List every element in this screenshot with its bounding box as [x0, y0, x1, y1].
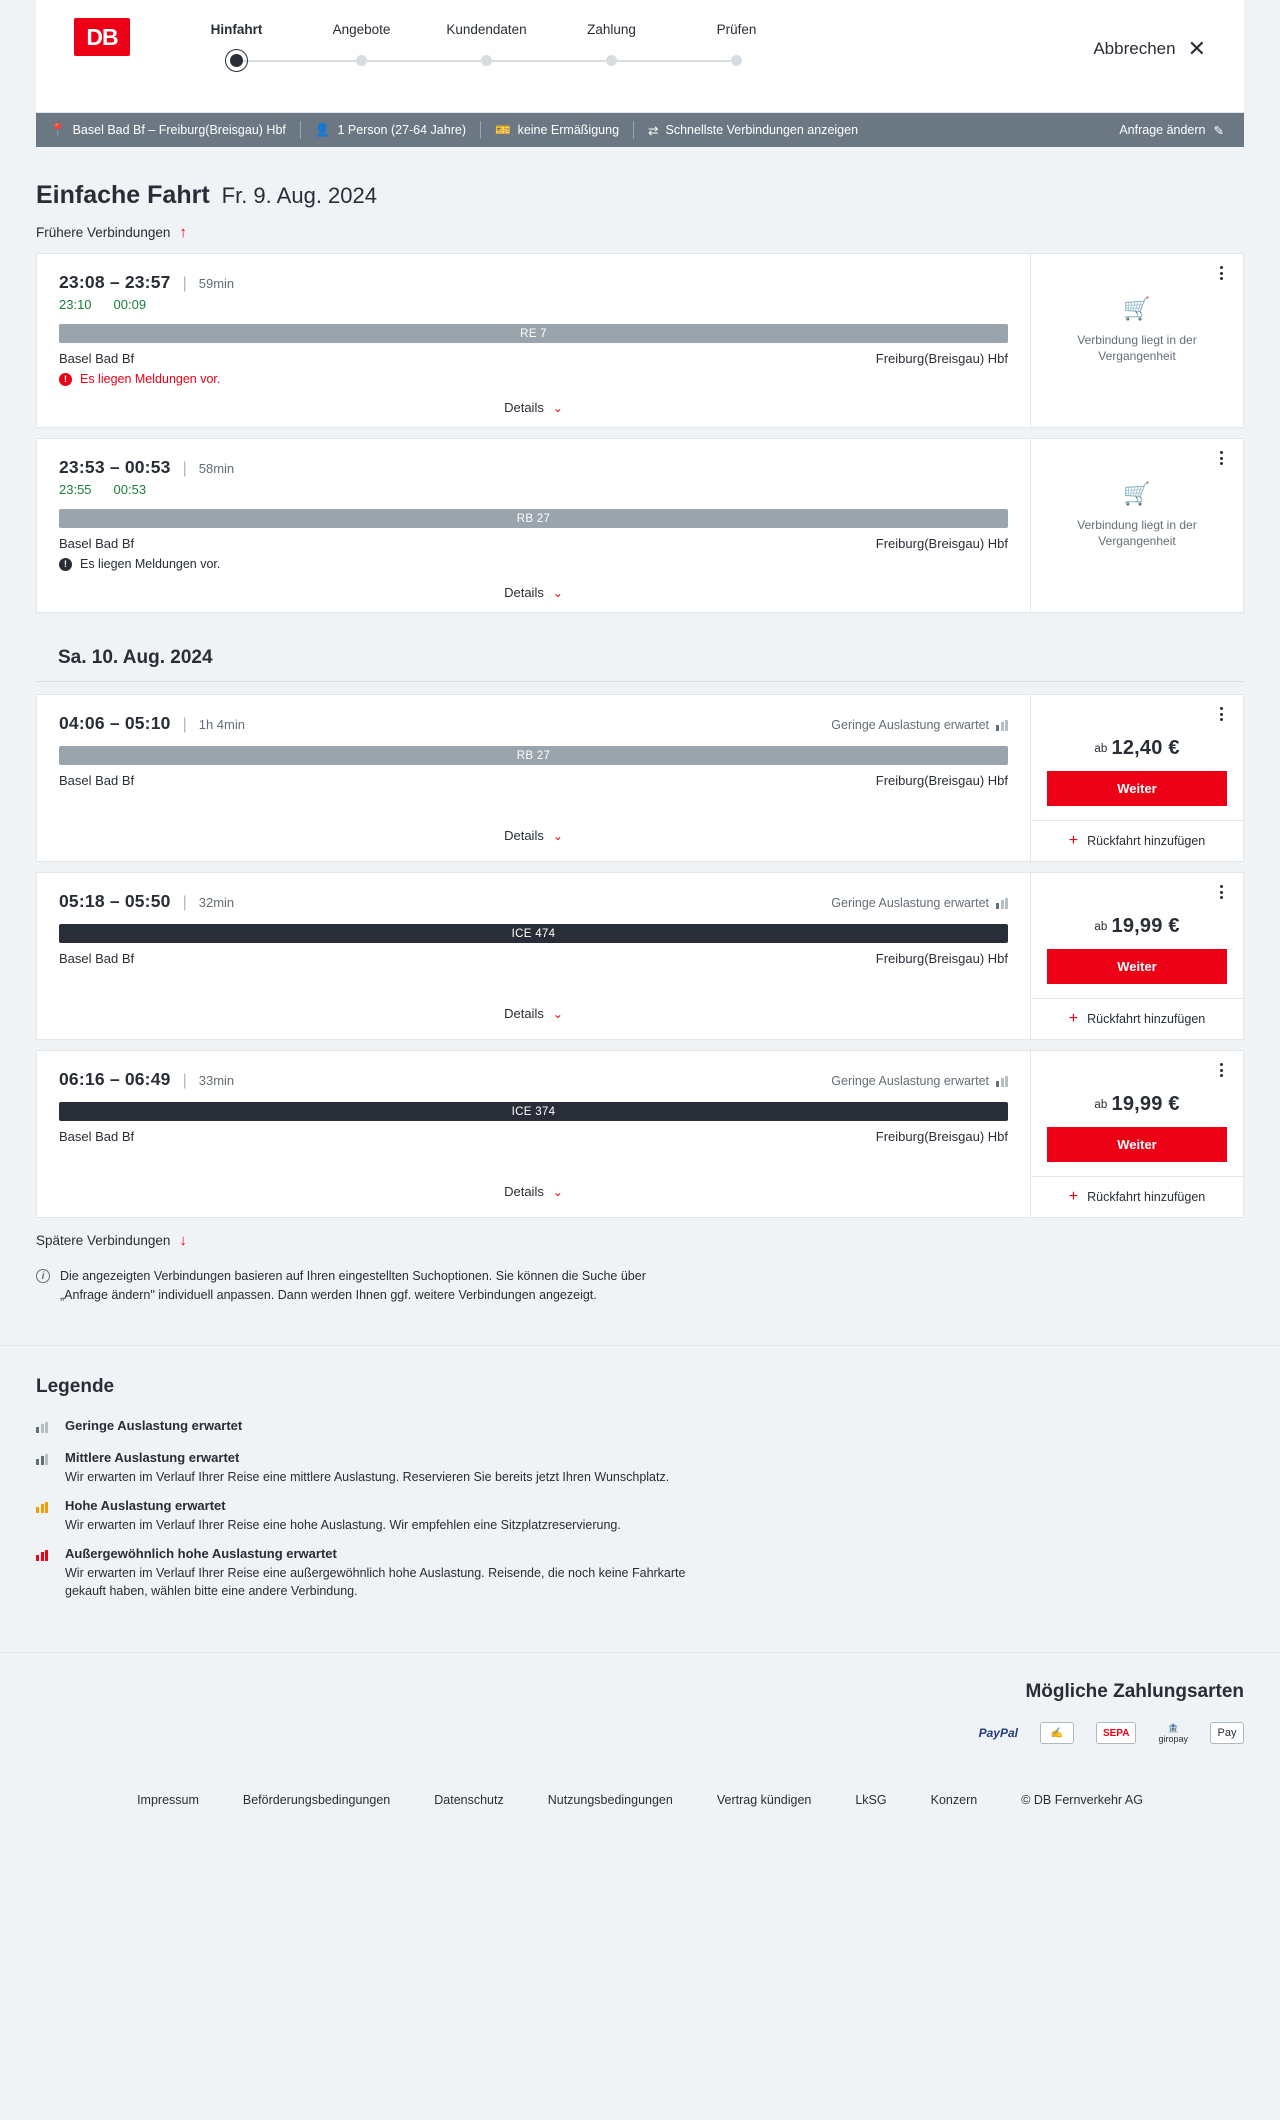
step-dot-icon	[356, 55, 367, 66]
connection-times: 05:18 – 05:50	[59, 891, 171, 911]
connection-card[interactable]	[36, 872, 1244, 1040]
step-hinfahrt[interactable]	[174, 22, 299, 75]
connection-card[interactable]	[36, 438, 1244, 613]
checkout-stepper	[174, 22, 799, 75]
connection-details	[37, 695, 1030, 861]
legend-item-title: Mittlere Auslastung erwartet	[65, 1449, 240, 1465]
price	[1047, 1093, 1227, 1116]
more-options-button[interactable]	[1212, 883, 1230, 901]
train-bar	[59, 1102, 1008, 1121]
footer-link-vertrag-kuendigen[interactable]: Vertrag kündigen	[716, 1793, 812, 1807]
occupancy-bars-icon	[36, 1450, 53, 1486]
connection-offer	[1030, 873, 1243, 1039]
summary-sorting[interactable]	[634, 121, 872, 139]
info-icon: i	[36, 1269, 50, 1283]
legend-item	[36, 1546, 1244, 1600]
connection-card[interactable]	[36, 1050, 1244, 1218]
train-name: RE 7	[520, 327, 547, 340]
connection-message[interactable]	[59, 372, 1008, 386]
occupancy-bars-icon	[36, 1498, 53, 1534]
step-dot-icon	[606, 55, 617, 66]
add-return-button[interactable]	[1031, 1176, 1243, 1209]
day-separator: Sa. 10. Aug. 2024	[58, 647, 213, 668]
step-label: Kundendaten	[446, 22, 527, 37]
step-pruefen[interactable]	[674, 22, 799, 75]
connection-duration: 58min	[198, 461, 235, 476]
train-name: ICE 474	[511, 927, 556, 940]
train-bar	[59, 324, 1008, 343]
step-dot-icon	[230, 54, 243, 67]
giropay-icon	[1158, 1721, 1188, 1745]
legend-title: Legende	[36, 1375, 115, 1397]
past-connection-note	[1047, 294, 1227, 364]
edit-request-button[interactable]	[1119, 123, 1230, 138]
footer	[0, 1771, 1280, 1837]
realtime-departure: 23:10	[59, 297, 92, 312]
summary-sorting-label: Schnellste Verbindungen anzeigen	[665, 123, 859, 137]
origin-station: Basel Bad Bf	[59, 351, 135, 366]
close-icon: ✕	[1187, 36, 1206, 61]
details-label: Details	[504, 1184, 544, 1199]
price-value: 12,40 €	[1111, 737, 1180, 759]
payment-methods-section	[0, 1652, 1280, 1771]
plus-icon: +	[1068, 832, 1079, 849]
footer-links	[36, 1793, 1244, 1807]
past-note-label: Verbindung liegt in der Vergangenheit	[1077, 517, 1197, 548]
price-value: 19,99 €	[1111, 1093, 1180, 1115]
stations-row	[59, 351, 1008, 366]
footer-link-lksg[interactable]: LkSG	[855, 1793, 887, 1807]
occupancy-bars-icon	[996, 720, 1008, 731]
page-title-text: Einfache Fahrt	[36, 181, 210, 209]
train-name: RB 27	[516, 512, 551, 525]
details-label: Details	[504, 1006, 544, 1021]
more-options-button[interactable]	[1212, 705, 1230, 723]
occupancy-indicator	[831, 896, 1008, 910]
separator: |	[182, 894, 187, 911]
add-return-button[interactable]	[1031, 820, 1243, 853]
details-label: Details	[504, 585, 544, 600]
destination-station: Freiburg(Breisgau) Hbf	[875, 1129, 1008, 1144]
add-return-label: Rückfahrt hinzufügen	[1087, 1190, 1206, 1204]
connection-offer	[1030, 1051, 1243, 1217]
plus-icon: +	[1068, 1010, 1079, 1027]
train-bar	[59, 746, 1008, 765]
footer-copyright: © DB Fernverkehr AG	[1021, 1793, 1143, 1807]
main-content	[0, 181, 1280, 1305]
cancel-label: Abbrechen	[1093, 39, 1176, 58]
connection-card[interactable]	[36, 694, 1244, 862]
giropay-glyph: 🏦	[1167, 1722, 1179, 1733]
stations-row	[59, 536, 1008, 551]
destination-station: Freiburg(Breisgau) Hbf	[875, 536, 1008, 551]
connection-time-row	[59, 272, 1008, 293]
origin-station: Basel Bad Bf	[59, 951, 135, 966]
person-icon: 👤	[314, 122, 331, 137]
realtime-row	[59, 297, 1008, 312]
pencil-icon: ✎	[1213, 123, 1224, 138]
legend-section	[0, 1345, 1280, 1653]
direct-debit-icon: ✍	[1040, 1722, 1074, 1744]
paypal-label: PayPal	[978, 1726, 1018, 1740]
connection-details	[37, 439, 1030, 612]
location-pin-icon: 📍	[50, 122, 66, 137]
header-area	[0, 0, 1280, 113]
connection-time-row	[59, 457, 1008, 478]
sepa-icon: SEPA	[1096, 1722, 1137, 1744]
connection-duration: 33min	[198, 1073, 235, 1088]
train-name: ICE 374	[511, 1105, 556, 1118]
chevron-down-icon: ⌄	[552, 400, 563, 415]
train-bar	[59, 924, 1008, 943]
occupancy-bars-icon	[36, 1546, 53, 1600]
details-toggle[interactable]	[59, 1170, 1008, 1211]
legend-item	[36, 1498, 1244, 1534]
plus-icon: +	[1068, 1188, 1079, 1205]
bahncard-icon: 🎫	[495, 122, 511, 137]
legend-item-desc: Wir erwarten im Verlauf Ihrer Reise eine mittlere Auslastung. Reservieren Sie bereits jetzt Ihren Wunschplatz.	[65, 1469, 670, 1484]
later-label: Spätere Verbindungen	[36, 1233, 171, 1248]
price-prefix: ab	[1094, 743, 1108, 755]
legend-item-desc: Wir erwarten im Verlauf Ihrer Reise eine außergewöhnlich hohe Auslastung. Reisende, die noch keine Fahrkarte gekauft haben, wählen bitte eine andere Verbindung.	[65, 1565, 686, 1598]
step-label: Angebote	[332, 22, 391, 37]
legend-item-title: Außergewöhnlich hohe Auslastung erwartet	[65, 1545, 337, 1561]
connection-card[interactable]	[36, 253, 1244, 428]
origin-station: Basel Bad Bf	[59, 773, 135, 788]
separator: |	[182, 460, 187, 477]
details-label: Details	[504, 400, 544, 415]
legend-item-title: Geringe Auslastung erwartet	[65, 1417, 243, 1433]
connection-offer	[1030, 695, 1243, 861]
shopping-cart-icon: 🛒	[1123, 296, 1151, 321]
details-toggle[interactable]	[59, 814, 1008, 855]
occupancy-bars-icon	[996, 1076, 1008, 1087]
occupancy-label: Geringe Auslastung erwartet	[831, 896, 989, 910]
add-return-label: Rückfahrt hinzufügen	[1087, 1012, 1206, 1026]
details-label: Details	[504, 828, 544, 843]
paypal-icon	[979, 1721, 1018, 1745]
continue-button[interactable]: Weiter	[1047, 771, 1227, 806]
step-kundendaten[interactable]	[424, 22, 549, 75]
more-options-button[interactable]	[1212, 1061, 1230, 1079]
connection-times: 04:06 – 05:10	[59, 713, 171, 733]
chevron-down-icon: ⌄	[552, 1184, 563, 1199]
cancel-button[interactable]	[1093, 38, 1206, 60]
price-prefix: ab	[1094, 921, 1108, 933]
payment-logos	[36, 1721, 1244, 1745]
legend-item-title: Hohe Auslastung erwartet	[65, 1497, 226, 1513]
price-prefix: ab	[1094, 1099, 1108, 1111]
connection-times: 23:53 – 00:53	[59, 457, 171, 477]
destination-station: Freiburg(Breisgau) Hbf	[875, 951, 1008, 966]
realtime-arrival: 00:09	[113, 297, 147, 312]
stations-row	[59, 951, 1008, 966]
connection-time-row	[59, 891, 1008, 912]
step-angebote[interactable]	[299, 22, 424, 75]
more-options-button[interactable]	[1212, 449, 1230, 467]
footer-link-datenschutz[interactable]: Datenschutz	[434, 1793, 504, 1807]
price-value: 19,99 €	[1111, 915, 1180, 937]
step-dot-icon	[481, 55, 492, 66]
realtime-arrival: 00:53	[113, 482, 147, 497]
connection-message-label: Es liegen Meldungen vor.	[80, 557, 221, 571]
arrow-down-icon: ↓	[179, 1232, 187, 1249]
summary-discount-label: keine Ermäßigung	[517, 123, 620, 137]
train-bar	[59, 509, 1008, 528]
search-summary-bar	[36, 113, 1244, 147]
details-toggle[interactable]	[59, 386, 1008, 427]
legend-item	[36, 1418, 1244, 1438]
connection-offer	[1030, 439, 1243, 612]
add-return-label: Rückfahrt hinzufügen	[1087, 834, 1206, 848]
swap-icon: ⇄	[648, 123, 659, 138]
summary-passengers[interactable]	[301, 121, 480, 139]
occupancy-label: Geringe Auslastung erwartet	[831, 1074, 989, 1088]
step-dot-icon	[731, 55, 742, 66]
continue-button[interactable]: Weiter	[1047, 1127, 1227, 1162]
footer-link-impressum[interactable]: Impressum	[137, 1793, 199, 1807]
realtime-row	[59, 482, 1008, 497]
db-logo[interactable]: DB	[74, 18, 130, 56]
connection-message-label: Es liegen Meldungen vor.	[80, 372, 221, 386]
train-name: RB 27	[516, 749, 551, 762]
stations-row	[59, 1129, 1008, 1144]
realtime-departure: 23:55	[59, 482, 92, 497]
connection-time-row	[59, 713, 1008, 734]
connection-details	[37, 254, 1030, 427]
giropay-label: giropay	[1158, 1733, 1188, 1744]
earlier-connections-button[interactable]	[36, 224, 1244, 241]
stations-row	[59, 773, 1008, 788]
step-zahlung[interactable]	[549, 22, 674, 75]
summary-route[interactable]	[36, 121, 300, 139]
occupancy-indicator	[831, 1074, 1008, 1088]
details-toggle[interactable]	[59, 992, 1008, 1033]
connection-message[interactable]	[59, 557, 1008, 571]
step-label: Hinfahrt	[210, 22, 263, 37]
step-label: Prüfen	[716, 22, 757, 37]
connection-details	[37, 1051, 1030, 1217]
payment-methods-title: Mögliche Zahlungsarten	[1025, 1681, 1244, 1702]
earlier-label: Frühere Verbindungen	[36, 225, 171, 240]
summary-passengers-label: 1 Person (27-64 Jahre)	[337, 123, 466, 137]
more-options-button[interactable]	[1212, 264, 1230, 282]
chevron-down-icon: ⌄	[552, 828, 563, 843]
add-return-button[interactable]	[1031, 998, 1243, 1031]
past-note-label: Verbindung liegt in der Vergangenheit	[1077, 332, 1197, 363]
connection-times: 06:16 – 06:49	[59, 1069, 171, 1089]
separator: |	[182, 275, 187, 292]
footer-link-nutzungsbedingungen[interactable]: Nutzungsbedingungen	[547, 1793, 673, 1807]
connection-time-row	[59, 1069, 1008, 1090]
past-connection-note	[1047, 479, 1227, 549]
separator: |	[182, 716, 187, 733]
day-separator-line	[36, 681, 1244, 682]
search-hint-label: Die angezeigten Verbindungen basieren auf Ihren eingestellten Suchoptionen. Sie können die Suche über „Anfrage ändern" individuell anpassen. Dann werden Ihnen ggf. weitere Verbindungen angezeigt.	[60, 1269, 646, 1302]
separator: |	[182, 1072, 187, 1089]
chevron-down-icon: ⌄	[552, 1006, 563, 1021]
apple-pay-icon: Pay	[1210, 1722, 1244, 1744]
occupancy-indicator	[831, 718, 1008, 732]
connection-details	[37, 873, 1030, 1039]
destination-station: Freiburg(Breisgau) Hbf	[875, 351, 1008, 366]
step-label: Zahlung	[587, 22, 636, 37]
details-toggle[interactable]	[59, 571, 1008, 612]
connection-offer	[1030, 254, 1243, 427]
occupancy-bars-icon	[996, 898, 1008, 909]
connection-duration: 59min	[198, 276, 235, 291]
edit-request-label: Anfrage ändern	[1119, 123, 1206, 137]
footer-link-konzern[interactable]: Konzern	[930, 1793, 978, 1807]
legend-item	[36, 1450, 1244, 1486]
occupancy-label: Geringe Auslastung erwartet	[831, 718, 989, 732]
connection-duration: 1h 4min	[198, 717, 245, 732]
arrow-up-icon: ↑	[179, 224, 187, 241]
continue-button[interactable]: Weiter	[1047, 949, 1227, 984]
summary-route-label: Basel Bad Bf – Freiburg(Breisgau) Hbf	[72, 123, 286, 137]
search-hint	[36, 1267, 696, 1305]
origin-station: Basel Bad Bf	[59, 1129, 135, 1144]
destination-station: Freiburg(Breisgau) Hbf	[875, 773, 1008, 788]
connection-times: 23:08 – 23:57	[59, 272, 171, 292]
origin-station: Basel Bad Bf	[59, 536, 135, 551]
chevron-down-icon: ⌄	[552, 585, 563, 600]
summary-discount[interactable]	[481, 121, 633, 139]
occupancy-bars-icon	[36, 1418, 53, 1438]
price	[1047, 737, 1227, 760]
alert-icon: !	[59, 373, 72, 386]
legend-item-desc: Wir erwarten im Verlauf Ihrer Reise eine hohe Auslastung. Wir empfehlen eine Sitzplatzreservierung.	[65, 1517, 621, 1532]
info-icon: !	[59, 558, 72, 571]
footer-link-befoerderungsbedingungen[interactable]: Beförderungsbedingungen	[242, 1793, 391, 1807]
header	[36, 0, 1244, 113]
page-title	[36, 181, 1244, 210]
page-title-date: Fr. 9. Aug. 2024	[221, 183, 377, 208]
price	[1047, 915, 1227, 938]
later-connections-button[interactable]	[36, 1232, 1244, 1249]
connection-duration: 32min	[198, 895, 235, 910]
shopping-cart-icon: 🛒	[1123, 481, 1151, 506]
